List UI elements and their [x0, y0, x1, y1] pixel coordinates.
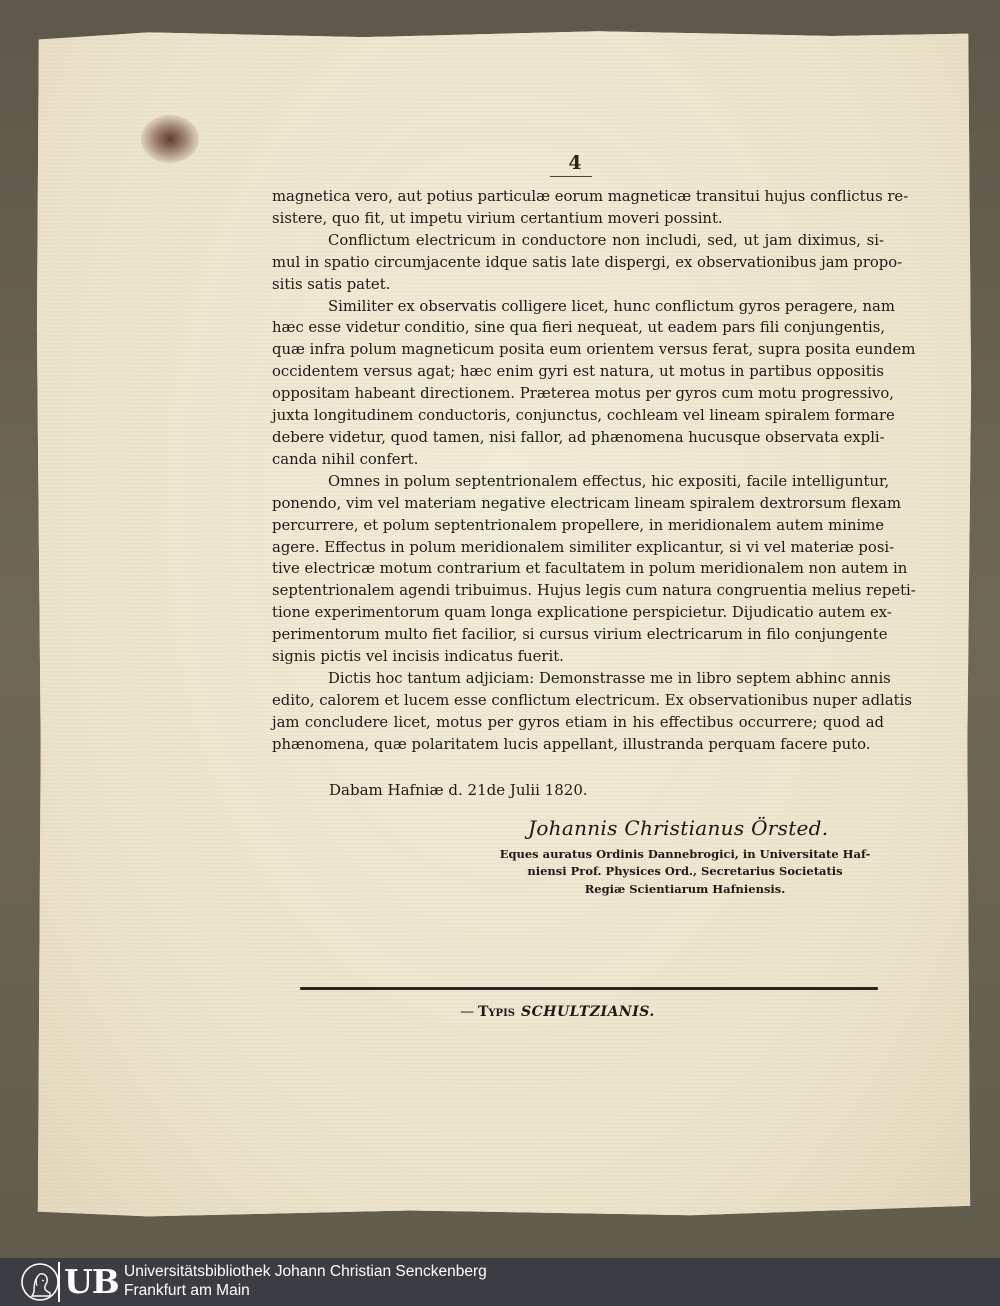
text-line: juxta longitudinem conductoris, conjunctus, cochleam vel lineam spiralem formare [272, 407, 895, 425]
text-line: edito, calorem et lucem esse conflictum electricum. Ex observationibus nuper adlatis [272, 691, 912, 709]
text-line: debere videtur, quod tamen, nisi fallor, ad phænomena hucusque observata expli- [272, 428, 885, 446]
text-line: Similiter ex observatis colligere licet, hunc conflictum gyros peragere, nam [328, 297, 895, 315]
text-line: signis pictis vel incisis indicatus fuerit. [272, 648, 564, 666]
text-line: agere. Effectus in polum meridionalem similiter explicantur, si vi vel materiæ posi- [272, 538, 895, 556]
text-line: hæc esse videtur conditio, sine qua fieri nequeat, ut eadem pars fili conjungentis, [272, 319, 886, 337]
text-line: sitis satis patet. [272, 275, 391, 293]
library-logo-text: UB [58, 1262, 116, 1302]
text-line: Dictis hoc tantum adjiciam: Demonstrasse me in libro septem abhinc annis [328, 669, 891, 687]
text-line: phænomena, quæ polaritatem lucis appellant, illustranda perquam facere puto. [272, 735, 871, 753]
text-line: quæ infra polum magneticum posita eum orientem versus ferat, supra posita eundem [272, 341, 916, 359]
paragraph-2 [272, 230, 903, 296]
body-text [272, 186, 916, 756]
author-titles [490, 846, 880, 898]
text-line: canda nihil confert. [272, 450, 419, 468]
ink-stain [141, 115, 199, 163]
portrait-medallion-icon [20, 1262, 60, 1302]
title-line: Regiæ Scientiarum Hafniensis. [584, 881, 786, 896]
imprint-printer-name: SCHULTZIANIS. [520, 1004, 655, 1020]
text-line: tive electricæ motum contrarium et facultatem in polum meridionalem non autem in [272, 560, 908, 578]
paragraph-5 [272, 668, 912, 756]
text-line: ponendo, vim vel materiam negative electricam lineam spiralem dextrorsum flexam [272, 494, 901, 512]
library-name [124, 1262, 487, 1300]
library-logo[interactable] [20, 1262, 119, 1302]
library-name-line2: Frankfurt am Main [124, 1282, 250, 1299]
printer-imprint [460, 1004, 655, 1020]
author-signature: Johannis Christianus Örsted. [528, 816, 829, 840]
library-name-line1: Universitätsbibliothek Johann Christian Senckenberg [124, 1263, 487, 1280]
imprint-typis: Typis [478, 1004, 515, 1020]
text-line: septentrionalem agendi tribuimus. Hujus legis cum natura congruentia melius repeti- [272, 582, 916, 600]
text-line: jam concludere licet, motus per gyros etiam in his effectibus occurrere; quod ad [272, 713, 884, 731]
text-line: percurrere, et polum septentrionalem propellere, in meridionalem autem minime [272, 516, 884, 534]
text-line: occidentem versus agat; hæc enim gyri est natura, ut motus in partibus oppositis [272, 363, 884, 381]
text-line: perimentorum multo fiet facilior, si cursus virium electricarum in filo conjungente [272, 626, 888, 644]
page-number-underline [550, 176, 592, 177]
paragraph-1 [272, 186, 909, 230]
text-line: Conflictum electricum in conductore non includi, sed, ut jam diximus, si- [328, 231, 884, 249]
page-number: 4 [568, 152, 582, 174]
text-line: sistere, quo fit, ut impetu virium certantium moveri possint. [272, 209, 723, 227]
text-line: Omnes in polum septentrionalem effectus, hic expositi, facile intelliguntur, [328, 472, 890, 490]
title-line: niensi Prof. Physices Ord., Secretarius Societatis [527, 864, 843, 879]
text-line: magnetica vero, aut potius particulæ eorum magneticæ transitui hujus conflictus re- [272, 188, 909, 205]
text-line: mul in spatio circumjacente idque satis late dispergi, ex observationibus jam propo- [272, 253, 903, 271]
library-footer [0, 1258, 1000, 1306]
horizontal-rule [300, 987, 878, 990]
paragraph-3 [272, 296, 916, 471]
dateline: Dabam Hafniæ d. 21de Julii 1820. [329, 781, 588, 799]
title-line: Eques auratus Ordinis Dannebrogici, in Universitate Haf- [499, 847, 871, 861]
text-line: tione experimentorum quam longa explicatione perspicietur. Dijudicatio autem ex- [272, 604, 892, 622]
text-line: oppositam habeant directionem. Præterea motus per gyros cum motu progressivo, [272, 385, 894, 403]
imprint-dash: — [460, 1004, 474, 1020]
paragraph-4 [272, 471, 916, 668]
